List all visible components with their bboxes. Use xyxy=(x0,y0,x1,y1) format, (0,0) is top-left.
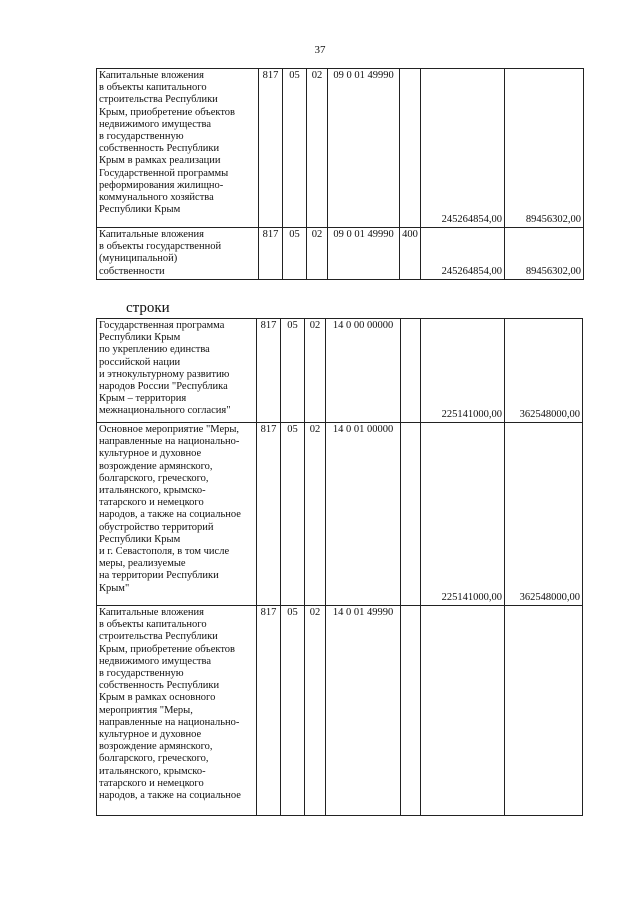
ministry-code: 817 xyxy=(257,423,281,606)
subsection-code: 02 xyxy=(305,423,326,606)
subsection-code: 02 xyxy=(307,69,328,228)
row-description: Капитальные вложения в объекты государственной (муниципальной) собственности xyxy=(97,228,259,280)
row-description: Капитальные вложения в объекты капитального строительства Республики Крым, приобретение объектов недвижимого имущества в государственную собственность Республики Крым в рамках основного мероприятия "Меры, направленные на национально- культурное и духовное возрождение армянского, болгарского, греческого, итальянского, крымско- татарского и немецкого народов, а также на социальное xyxy=(97,606,257,816)
section-label: строки xyxy=(126,300,170,316)
section-code: 05 xyxy=(283,69,307,228)
expense-type-code: 400 xyxy=(400,228,421,280)
target-article-code: 14 0 00 00000 xyxy=(326,319,401,423)
expense-type-code xyxy=(400,69,421,228)
budget-table-bottom xyxy=(96,318,583,816)
target-article-code: 09 0 01 49990 xyxy=(328,228,400,280)
expense-type-code xyxy=(401,606,421,816)
ministry-code: 817 xyxy=(259,69,283,228)
section-code: 05 xyxy=(283,228,307,280)
table-row xyxy=(97,319,583,423)
amount-year-2: 89456302,00 xyxy=(505,69,584,228)
amount-year-2 xyxy=(505,606,583,816)
section-code: 05 xyxy=(281,606,305,816)
amount-year-1: 225141000,00 xyxy=(421,423,505,606)
target-article-code: 09 0 01 49990 xyxy=(328,69,400,228)
ministry-code: 817 xyxy=(257,319,281,423)
row-description: Государственная программа Республики Крым по укреплению единства российской нации и этнокультурному развитию народов России "Республика Крым – территория межнационального согласия" xyxy=(97,319,257,423)
amount-year-1: 245264854,00 xyxy=(421,228,505,280)
ministry-code: 817 xyxy=(259,228,283,280)
expense-type-code xyxy=(401,319,421,423)
amount-year-2: 89456302,00 xyxy=(505,228,584,280)
table-row xyxy=(97,606,583,816)
expense-type-code xyxy=(401,423,421,606)
amount-year-1: 245264854,00 xyxy=(421,69,505,228)
amount-year-2: 362548000,00 xyxy=(505,423,583,606)
subsection-code: 02 xyxy=(307,228,328,280)
row-description: Капитальные вложения в объекты капитального строительства Республики Крым, приобретение объектов недвижимого имущества в государственную собственность Республики Крым в рамках реализации Государственной программы реформирования жилищно- коммунального хозяйства Республики Крым xyxy=(97,69,259,228)
target-article-code: 14 0 01 49990 xyxy=(326,606,401,816)
section-code: 05 xyxy=(281,423,305,606)
amount-year-2: 362548000,00 xyxy=(505,319,583,423)
subsection-code: 02 xyxy=(305,319,326,423)
table-row xyxy=(97,423,583,606)
row-description: Основное мероприятие "Меры, направленные на национально- культурное и духовное возрождение армянского, болгарского, греческого, итальянского, крымско- татарского и немецкого народов, а также на социальное обустройство территорий Республики Крым и г. Севастополя, в том числе меры, реализуемые на территории Республики Крым" xyxy=(97,423,257,606)
page-number: 37 xyxy=(314,44,326,56)
amount-year-1: 225141000,00 xyxy=(421,319,505,423)
subsection-code: 02 xyxy=(305,606,326,816)
budget-table-top xyxy=(96,68,584,280)
amount-year-1 xyxy=(421,606,505,816)
ministry-code: 817 xyxy=(257,606,281,816)
table-row xyxy=(97,69,584,228)
section-code: 05 xyxy=(281,319,305,423)
target-article-code: 14 0 01 00000 xyxy=(326,423,401,606)
table-row xyxy=(97,228,584,280)
